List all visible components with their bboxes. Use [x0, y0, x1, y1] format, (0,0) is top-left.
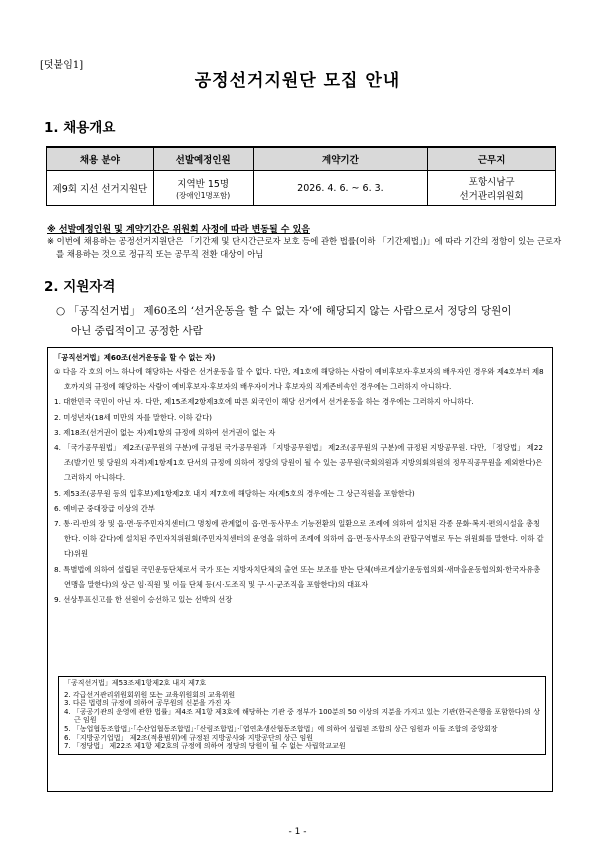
cell-location — [428, 171, 556, 206]
law-item: 1. 대한민국 국민이 아닌 자. 다만, 제15조제2항제3호에 따른 외국인이 해당 선거에서 선거운동을 하는 경우에는 그러하지 아니하다. — [54, 397, 474, 407]
sub-law-item: 4. 「공공기관의 운영에 관한 법률」제4조 제1항 제3호에 해당하는 기관 중 정부가 100분의 50 이상의 지분을 가지고 있는 기관(한국은행을 포함한다)의 상근 임원 — [64, 707, 540, 725]
cell-period: 2026. 4. 6. ~ 6. 3. — [253, 171, 428, 206]
table-header-row — [47, 147, 556, 171]
note-fixed-term: ※ 이번에 채용하는 공정선거지원단은 「기간제 및 단시간근로자 보호 등에 관한 법률(이하 「기간제법」)」에 따라 기간의 정함이 있는 근로자를 채용하는 것으로 정규직 또는 공무직 전환 대상이 아님 — [47, 236, 562, 259]
recruitment-overview-table — [46, 146, 556, 206]
location-line1: 포항시남구 — [468, 177, 515, 188]
law-item: 7. 통·리·반의 장 및 읍·면·동주민자치센터(그 명칭에 관계없이 읍·면·동사무소 기능전환의 일환으로 조례에 의하여 설치된 각종 문화·복지·편의시설을 총칭한다. 이하 같다)에 설치된 주민자치위원회(주민자치센터의 운영을 위하여 조례에 의하여 읍·면·동사무소의 관할구역별로 두는 위원회를 말한다. 이하 같다)위원 — [54, 519, 544, 559]
sub-box-title: 「공직선거법」제53조제1항제2호 내지 제7호 — [64, 679, 207, 687]
law-item: 3. 제18조(선거권이 없는 자)제1항의 규정에 의하여 선거권이 없는 자 — [54, 427, 276, 437]
sub-law-item: 2. 각급선거관리위원회위원 또는 교육위원회의 교육위원 — [64, 690, 236, 699]
law-box-intro: ① 다음 각 호의 어느 하나에 해당하는 사람은 선거운동을 할 수 없다. 다만, 제1호에 해당하는 사람이 예비후보자·후보자의 배우자인 경우와 제4호부터 제8호까지의 규정에 해당하는 사람이 예비후보자·후보자의 배우자이거나 후보자의 직계존비속인 경우에는 그러하지 아니하다. — [54, 367, 544, 392]
section-heading-overview: 1. 채용개요 — [44, 120, 116, 136]
law-item: 2. 미성년자(18세 미만의 자를 말한다. 이하 같다) — [54, 412, 213, 422]
section-heading-qualification: 2. 지원자격 — [44, 279, 116, 295]
cell-headcount — [153, 171, 253, 206]
note-change-notice: ※ 선발예정인원 및 계약기간은 위원회 사정에 따라 변동될 수 있음 — [47, 225, 310, 235]
cell-field: 제9회 지선 선거지원단 — [47, 171, 154, 206]
attachment-tag: [덧붙임1] — [40, 60, 84, 71]
location-line2: 선거관리위원회 — [459, 191, 524, 202]
law-sub-excerpt-box — [58, 676, 546, 755]
law-item: 6. 예비군 중대장급 이상의 간부 — [54, 503, 155, 513]
header-location: 근무지 — [428, 147, 556, 171]
sub-law-item: 5. 「농업협동조합법」·「수산업협동조합법」·「산림조합법」·「엽연초생산협동조합법」에 의하여 설립된 조합의 상근 임원과 이들 조합의 중앙회장 — [64, 724, 498, 733]
header-headcount: 선발예정인원 — [153, 147, 253, 171]
header-field: 채용 분야 — [47, 147, 154, 171]
page-number: - 1 - — [288, 827, 307, 837]
qualification-text — [56, 301, 556, 341]
headcount-sub: (장애인1명포함) — [176, 190, 231, 200]
sub-law-item: 3. 다른 법령의 규정에 의하여 공무원의 신분을 가진 자 — [64, 699, 231, 708]
qualification-line1: ○ 「공직선거법」 제60조의 ‘선거운동을 할 수 없는 자’에 해당되지 않는 사람으로서 정당의 당원이 — [56, 305, 512, 317]
law-item: 5. 제53조(공무원 등의 입후보)제1항제2호 내지 제7호에 해당하는 자(제5호의 경우에는 그 상근직원을 포함한다) — [54, 488, 415, 498]
sub-law-item: 7. 「정당법」 제22조 제1항 제2호의 규정에 의하여 정당의 당원이 될 수 없는 사립학교교원 — [64, 742, 346, 751]
law-item: 8. 특별법에 의하여 설립된 국민운동단체로서 국가 또는 지방자치단체의 출연 또는 보조를 받는 단체(바르게살기운동협의회·새마을운동협의회·한국자유총연맹을 말한다)의 상근 임·직원 및 이들 단체 등(시·도조직 및 구·시·군조직을 포함한다)의 대표자 — [54, 564, 541, 589]
qualification-line2: 아닌 중립적이고 공정한 사람 — [71, 325, 203, 337]
header-period: 계약기간 — [253, 147, 428, 171]
table-row — [47, 171, 556, 206]
law-item: 4. 「국가공무원법」 제2조(공무원의 구분)에 규정된 국가공무원과 「지방공무원법」 제2조(공무원의 구분)에 규정된 지방공무원. 다만, 「정당법」 제22조(발기인 및 당원의 자격)제1항제1호 단서의 규정에 의하여 정당의 당원이 될 수 있는 공무원(국회의원과 지방의회의원의 정무직공무원을 제외한다)은 그러하지 아니하다. — [54, 443, 544, 483]
law-item: 9. 선상투표신고를 한 선원이 승선하고 있는 선박의 선장 — [54, 595, 233, 605]
law-box-title: 「공직선거법」제60조(선거운동을 할 수 없는 자) — [54, 353, 216, 362]
headcount-main: 지역반 15명 — [177, 178, 230, 190]
page-title: 공정선거지원단 모집 안내 — [194, 71, 401, 91]
sub-law-item: 6. 「지방공기업법」 제2조(적용범위)에 규정된 지방공사와 지방공단의 상근 임원 — [64, 733, 314, 742]
